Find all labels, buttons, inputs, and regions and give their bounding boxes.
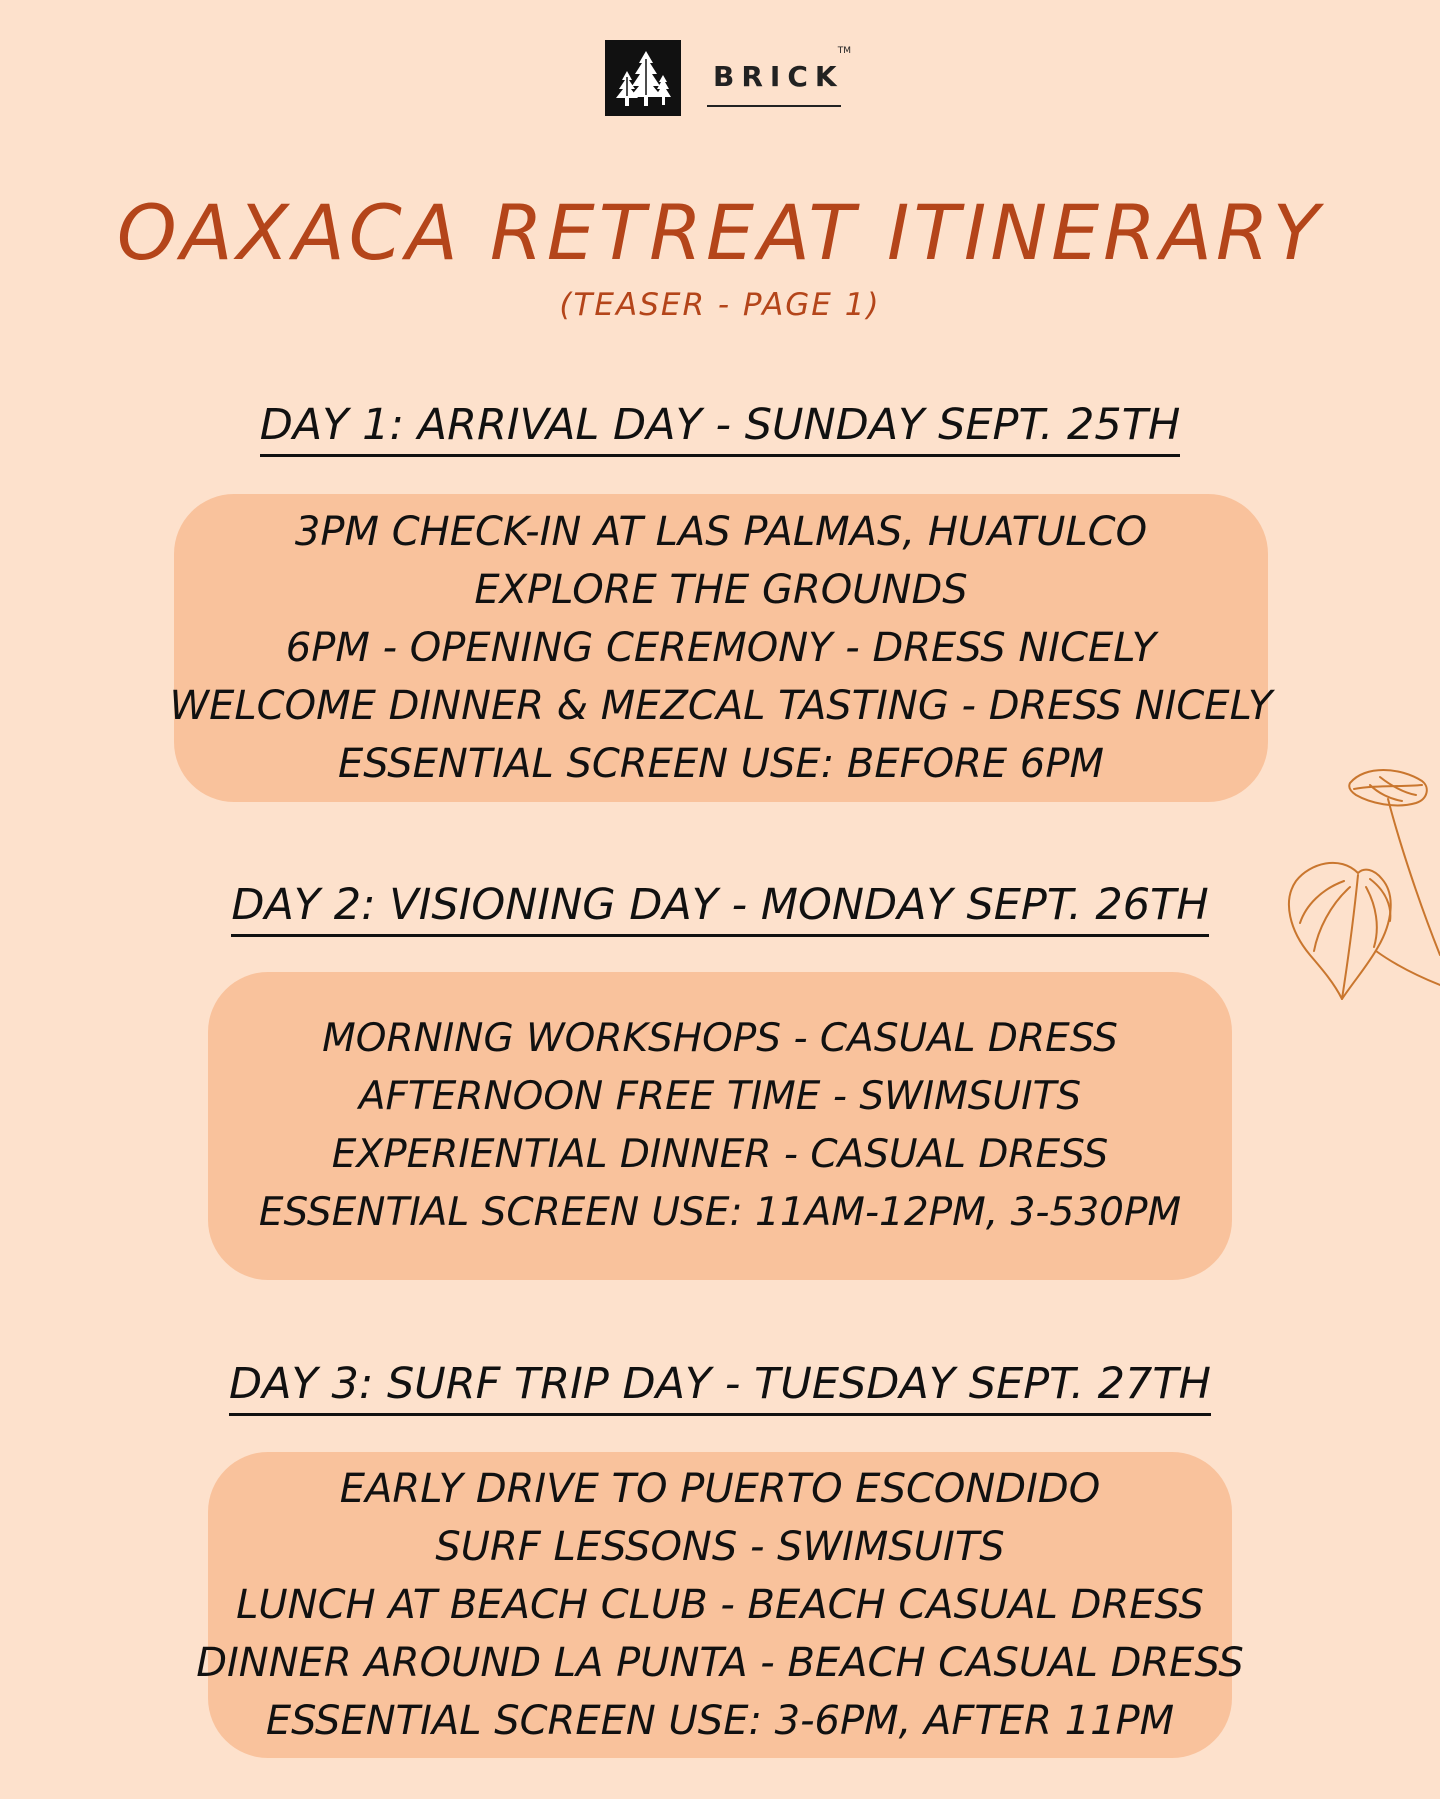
schedule-item: ESSENTIAL SCREEN USE: 3-6PM, AFTER 11PM	[265, 1698, 1175, 1744]
brand-name: BRICK	[707, 46, 841, 107]
day-2-heading	[0, 878, 1440, 937]
schedule-item: LUNCH AT BEACH CLUB - BEACH CASUAL DRESS	[236, 1582, 1204, 1628]
day-3-heading-text: DAY 3: SURF TRIP DAY - TUESDAY SEPT. 27TH	[229, 1357, 1211, 1416]
day-1-schedule	[169, 494, 1273, 802]
schedule-item: AFTERNOON FREE TIME - SWIMSUITS	[358, 1074, 1082, 1119]
day-2-schedule	[208, 972, 1232, 1280]
schedule-item: ESSENTIAL SCREEN USE: BEFORE 6PM	[338, 741, 1104, 787]
schedule-item: SURF LESSONS - SWIMSUITS	[435, 1524, 1005, 1570]
pine-trees-icon	[605, 40, 681, 116]
day-3-heading	[0, 1357, 1440, 1416]
schedule-item: EXPERIENTIAL DINNER - CASUAL DRESS	[331, 1132, 1109, 1177]
schedule-item: ESSENTIAL SCREEN USE: 11AM-12PM, 3-530PM	[258, 1190, 1182, 1235]
schedule-item: MORNING WORKSHOPS - CASUAL DRESS	[322, 1016, 1118, 1061]
day-1-heading-text: DAY 1: ARRIVAL DAY - SUNDAY SEPT. 25TH	[260, 398, 1181, 457]
page-title: OAXACA RETREAT ITINERARY	[116, 188, 1324, 277]
schedule-item: 6PM - OPENING CEREMONY - DRESS NICELY	[285, 625, 1157, 671]
brand-logo	[605, 40, 851, 116]
page-subtitle: (TEASER - PAGE 1)	[559, 287, 881, 323]
schedule-item: 3PM CHECK-IN AT LAS PALMAS, HUATULCO	[294, 509, 1148, 555]
schedule-item: DINNER AROUND LA PUNTA - BEACH CASUAL DRESS	[196, 1640, 1244, 1686]
day-3-schedule	[196, 1452, 1244, 1758]
schedule-item: WELCOME DINNER & MEZCAL TASTING - DRESS NICELY	[169, 683, 1273, 729]
trademark-symbol: TM	[837, 46, 851, 56]
day-2-heading-text: DAY 2: VISIONING DAY - MONDAY SEPT. 26TH	[231, 878, 1208, 937]
leaf-branch-icon	[1270, 755, 1440, 1035]
brand-wordmark	[707, 46, 851, 107]
schedule-item: EARLY DRIVE TO PUERTO ESCONDIDO	[339, 1466, 1101, 1512]
day-1-heading	[0, 398, 1440, 457]
schedule-item: EXPLORE THE GROUNDS	[474, 567, 968, 613]
